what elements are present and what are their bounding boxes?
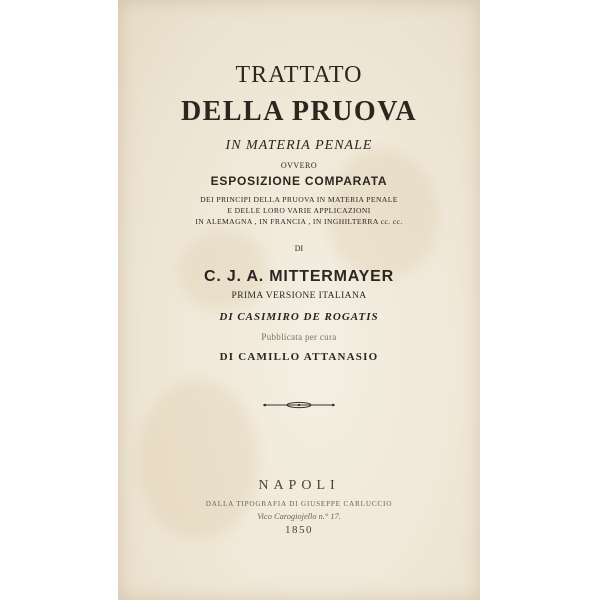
description-line-2: E DELLE LORO VARIE APPLICAZIONI	[227, 206, 371, 215]
title-page	[118, 0, 480, 600]
ornament-rule-icon	[261, 401, 337, 409]
subtitle: IN MATERIA PENALE	[225, 138, 373, 153]
description-line-1: DEI PRINCIPI DELLA PRUOVA IN MATERIA PENALE	[200, 195, 398, 204]
imprint-city: NAPOLI	[258, 478, 340, 493]
title-line-1: TRATTATO	[235, 62, 363, 88]
imprint-printer: DALLA TIPOGRAFIA DI GIUSEPPE CARLUCCIO	[205, 500, 393, 508]
connector-ovvero: OVVERO	[280, 161, 318, 170]
author-name: C. J. A. MITTERMAYER	[204, 268, 394, 285]
editor-name: DI CAMILLO ATTANASIO	[219, 351, 379, 363]
description-line-3: IN ALEMAGNA , IN FRANCIA , IN INGHILTERRA cc. cc.	[195, 217, 403, 226]
imprint-address: Vico Carogiojello n.° 17.	[257, 512, 341, 521]
title-line-2: DELLA PRUOVA	[180, 96, 418, 127]
published-note: Pubblicata per cura	[261, 332, 337, 342]
by-label: DI	[294, 244, 304, 253]
imprint-year: 1850	[285, 524, 313, 536]
section-heading: ESPOSIZIONE COMPARATA	[210, 174, 388, 188]
version-note: PRIMA VERSIONE ITALIANA	[231, 291, 367, 301]
translator-name: DI CASIMIRO DE ROGATIS	[219, 311, 379, 323]
